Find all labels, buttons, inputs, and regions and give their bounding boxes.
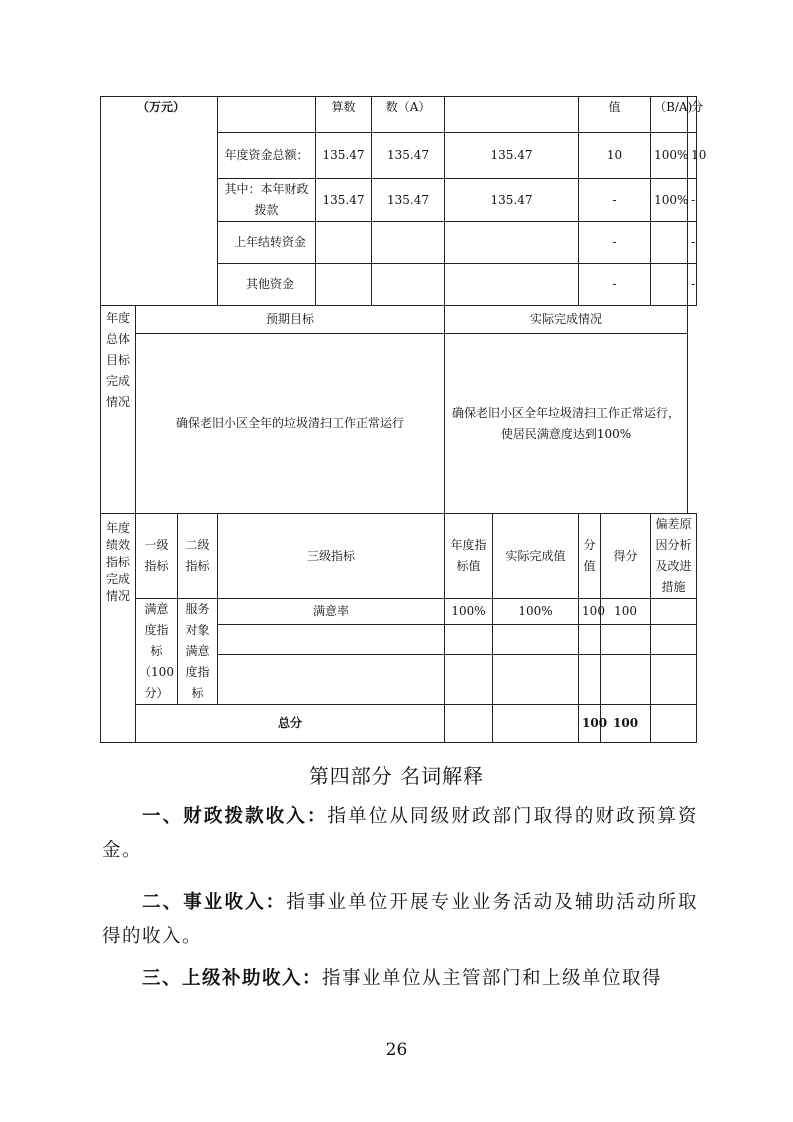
funds-row-rate: [651, 264, 688, 306]
term-paragraph: [102, 800, 698, 868]
indicator-got: 100: [601, 599, 651, 625]
header-level3: 三级指标: [218, 514, 445, 599]
indicator-name: 满意率: [218, 599, 445, 625]
funds-row-score: -: [579, 222, 651, 264]
term-title: 二、事业收入：: [142, 892, 287, 913]
term-definition: 指单位从同级财政部门取得的财政预算资金。: [102, 806, 698, 861]
term-title: 三、上级补助收入：: [142, 968, 323, 989]
funds-row-score: 10: [579, 133, 651, 179]
level2-value: 服务对象满意度指标: [178, 599, 218, 705]
term-definition: 指事业单位开展专业业务活动及辅助活动所取得的收入。: [102, 892, 698, 947]
total-actual: [493, 705, 579, 743]
total-got: 100: [601, 705, 651, 743]
indicator-annual: [445, 625, 493, 654]
term-title: 一、财政拨款收入：: [142, 806, 328, 827]
funds-row-budget: 135.47: [316, 179, 372, 222]
indicator-got: [601, 625, 651, 654]
header-annual: 年度指标值: [445, 514, 493, 599]
funds-label: （万元）: [101, 97, 218, 306]
indicator-reason: [651, 599, 697, 625]
funds-header-blank: [218, 97, 316, 133]
total-annual: [445, 705, 493, 743]
funds-row-points: 10: [688, 133, 697, 179]
funds-row-name: 年度资金总额：: [218, 133, 316, 179]
funds-row-budget: [316, 264, 372, 306]
funds-row-rate: 100%: [651, 133, 688, 179]
indicator-actual: [493, 625, 579, 654]
indicator-score: [579, 625, 601, 654]
funds-row-fullyear: 135.47: [372, 179, 445, 222]
expected-goal-text: 确保老旧小区全年的垃圾清扫工作正常运行: [136, 334, 445, 514]
term-definition: 指事业单位从主管部门和上级单位取得: [322, 968, 663, 989]
funds-header-points: 分: [688, 97, 697, 133]
indicator-annual: [445, 654, 493, 704]
goals-side-label: 年度总体目标完成情况: [101, 306, 136, 514]
funds-row-executed: 135.47: [445, 179, 579, 222]
funds-row-name: 其他资金: [218, 264, 316, 306]
funds-row-executed: [445, 222, 579, 264]
funds-row-fullyear: [372, 222, 445, 264]
funds-row-executed: 135.47: [445, 133, 579, 179]
funds-row-points: -: [688, 179, 697, 222]
total-score: 100: [579, 705, 601, 743]
header-level1: 一级指标: [136, 514, 178, 599]
header-reason: 偏差原因分析及改进措施: [651, 514, 697, 599]
indicator-got: [601, 654, 651, 704]
indicator-name: [218, 625, 445, 654]
header-got: 得分: [601, 514, 651, 599]
funds-header-budget: 算数: [316, 97, 372, 133]
header-score: 分值: [579, 514, 601, 599]
goals-content-row: [101, 334, 697, 514]
indicator-actual: [493, 654, 579, 704]
funds-row-rate: 100%: [651, 179, 688, 222]
funds-row-executed: [445, 264, 579, 306]
funds-row-name: 其中：本年财政拨款: [218, 179, 316, 222]
indicator-reason: [651, 654, 697, 704]
funds-row-score: -: [579, 179, 651, 222]
funds-row-points: -: [688, 264, 697, 306]
total-row: [101, 705, 697, 743]
total-reason: [651, 705, 697, 743]
indicators-side-label: 年度绩效指标完成情况: [101, 514, 136, 743]
funds-row-fullyear: [372, 264, 445, 306]
performance-table: [100, 96, 707, 743]
goals-header-row: [101, 306, 697, 334]
indicators-header-row: [101, 514, 697, 599]
actual-goal-header: 实际完成情况: [445, 306, 688, 334]
funds-row-budget: 135.47: [316, 133, 372, 179]
funds-row-name: 上年结转资金: [218, 222, 316, 264]
section-heading: 第四部分 名词解释: [308, 764, 485, 788]
funds-row-fullyear: 135.47: [372, 133, 445, 179]
level1-value: 满意度指标（100分）: [136, 599, 178, 705]
indicator-score: 100: [579, 599, 601, 625]
term-paragraph: [102, 962, 698, 996]
indicator-reason: [651, 625, 697, 654]
funds-row-budget: [316, 222, 372, 264]
funds-row-rate: [651, 222, 688, 264]
funds-row-score: -: [579, 264, 651, 306]
indicator-name: [218, 654, 445, 704]
header-actual: 实际完成值: [493, 514, 579, 599]
actual-goal-text: 确保老旧小区全年垃圾清扫工作正常运行，使居民满意度达到100%: [445, 334, 688, 514]
funds-header-rate: （B/A): [651, 97, 688, 133]
indicator-actual: 100%: [493, 599, 579, 625]
funds-header-fullyear: 数（A）: [372, 97, 445, 133]
indicator-score: [579, 654, 601, 704]
term-paragraph: [102, 886, 698, 954]
expected-goal-header: 预期目标: [136, 306, 445, 334]
funds-header-row: [101, 97, 697, 133]
indicator-annual: 100%: [445, 599, 493, 625]
indicator-row: [101, 599, 697, 625]
funds-header-executed: [445, 97, 579, 133]
header-level2: 二级指标: [178, 514, 218, 599]
page-number: 26: [385, 1040, 408, 1060]
total-label: 总分: [136, 705, 445, 743]
funds-row-points: -: [688, 222, 697, 264]
funds-header-score: 值: [579, 97, 651, 133]
